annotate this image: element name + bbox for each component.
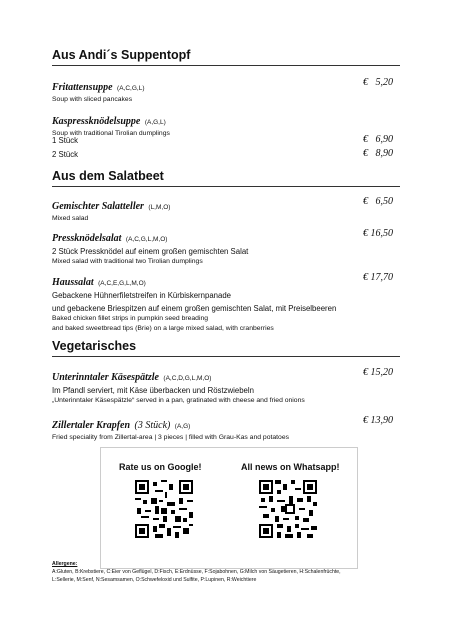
item-description-de: Im Pfandl serviert, mit Käse überbacken und Röstzwiebeln [52,386,254,395]
price-1-stueck: € 6,90 [363,134,393,145]
allergen-codes: (A,G) [174,423,191,430]
item-description-de-1: Gebackene Hühnerfiletstreifen in Kürbiskernpanade [52,291,232,300]
whatsapp-qr-code[interactable] [259,480,317,538]
item-name: Gemischter Salatteller [52,201,144,212]
item-name: Fritattensuppe [52,82,113,93]
item-description-en: Soup with traditional Tirolian dumplings [52,130,170,137]
allergen-codes: (A,C,G,L,M,O) [125,236,168,243]
menu-item-haussalat [52,272,402,334]
menu-item-gemischter-salatteller [52,196,402,224]
item-name: Zillertaler Krapfen [52,420,131,431]
menu-item-kaspressknoedelsuppe [52,111,402,139]
section-title-soup: Aus Andi´s Suppentopf [52,48,400,66]
item-name: Unterinntaler Käsespätzle [52,372,159,383]
item-extra: (3 Stück) [134,420,171,431]
section-title-vegetarian: Vegetarisches [52,339,400,357]
price-pressknoedelsalat: € 16,50 [363,228,393,239]
menu-item-fritattensuppe [52,77,402,105]
price-zillertaler-krapfen: € 13,90 [363,415,393,426]
item-description-de: 2 Stück Pressknödel auf einem großen gemischten Salat [52,247,249,256]
whatsapp-label: All news on Whatsapp! [241,462,340,472]
quantity-2: 2 Stück [52,150,79,159]
qr-promo-box [100,447,358,569]
menu-item-pressknoedelsalat [52,228,402,267]
item-description-en: Mixed salad [52,215,89,222]
item-name: Pressknödelsalat [52,233,122,244]
allergen-codes: (A,C,G,L) [117,85,145,92]
menu-item-kaesespaetzle [52,367,402,406]
allergene-line-2: L:Sellerie, M:Senf, N:Sesamsamen, O:Schwefeloxid und Sulfite, P:Lupinen, R:Weichtiere [52,577,257,583]
section-title-salad: Aus dem Salatbeet [52,169,400,187]
quantity-1: 1 Stück [52,136,79,145]
allergen-codes: (A,C,E,G,L,M,O) [98,280,146,287]
price-gemischter-salatteller: € 6,50 [363,196,393,207]
menu-item-zillertaler-krapfen [52,415,402,443]
item-description-en-2: and baked sweetbread tips (Brie) on a large mixed salad, with cranberries [52,325,274,332]
item-description-en: „Unterinntaler Käsespätzle“ served in a pan, gratinated with cheese and fried onions [52,397,305,404]
allergene-heading: Allergene: [52,561,78,567]
item-name: Haussalat [52,277,94,288]
price-kaesespaetzle: € 15,20 [363,367,393,378]
item-description-en-1: Baked chicken fillet strips in pumpkin seed breading [52,315,209,322]
google-qr-code[interactable] [135,480,193,538]
allergen-codes: (L,M,O) [148,204,171,211]
price-2-stueck: € 8,90 [363,148,393,159]
item-description-en: Fried speciality from Zillertal-area | 3 pieces | filled with Grau-Kas and potatoes [52,434,289,441]
allergen-codes: (A,G,L) [144,119,166,126]
item-name: Kaspressknödelsuppe [52,116,141,127]
item-description-de-2: und gebackene Briespitzen auf einem großen gemischten Salat, mit Preiselbeeren [52,304,337,313]
google-rating-label: Rate us on Google! [119,462,202,472]
item-description-en: Mixed salad with traditional two Tirolian dumplings [52,258,203,265]
allergene-legend [52,560,412,584]
price-haussalat: € 17,70 [363,272,393,283]
item-description-en: Soup with sliced pancakes [52,96,133,103]
allergen-codes: (A,C,D,G,L,M,O) [163,375,212,382]
allergene-line-1: A:Gluten, B:Krebstiere, C:Eier von Geflügel, D:Fisch, E:Erdnüsse, F:Sojabohnen, G:Milch von Säugetieren, H:Schalenfrüchte, [52,569,341,575]
price-fritattensuppe: € 5,20 [363,77,393,88]
